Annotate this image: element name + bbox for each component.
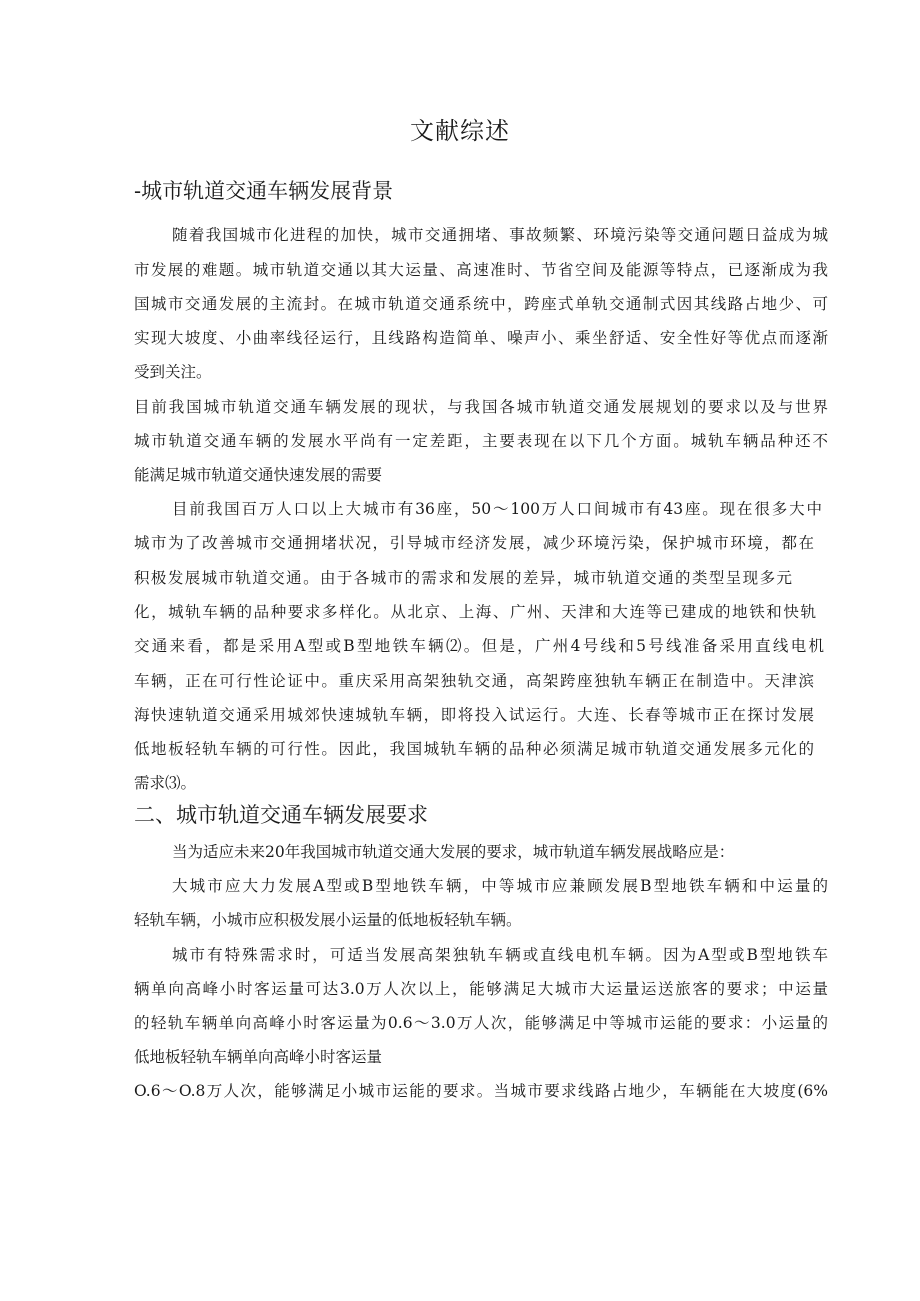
text-line: 受到关注。 <box>134 363 212 381</box>
text-line: 国城市交通发展的主流封。在城市轨道交通系统中，跨座式单轨交通制式因其线路占地少、可 <box>134 295 828 313</box>
text-line: 的轻轨车辆单向高峰小时客运量为0.6～3.0万人次，能够满足中等城市运能的要求：小运量的 <box>134 1014 828 1032</box>
text-line: 积极发展城市轨道交通。由于各城市的需求和发展的差异，城市轨道交通的类型呈现多元 <box>134 569 792 587</box>
section-heading-2: 二、城市轨道交通车辆发展要求 <box>134 803 428 827</box>
text-line: 车辆，正在可行性论证中。重庆采用高架独轨交通，高架跨座独轨车辆正在制造中。天津滨 <box>134 672 814 690</box>
text-line: 城市为了改善城市交通拥堵状况，引导城市经济发展，减少环境污染，保护城市环境，都在 <box>134 534 814 552</box>
section-heading-1: -城市轨道交通车辆发展背景 <box>134 179 394 203</box>
text-line: 城市轨道交通车辆的发展水平尚有一定差距，主要表现在以下几个方面。城轨车辆品种还不 <box>134 432 828 450</box>
text-line: 轻轨车辆，小城市应积极发展小运量的低地板轻轨车辆。 <box>134 911 522 929</box>
text-line: 交通来看，都是采用A型或B型地铁车辆⑵。但是，广州4号线和5号线准备采用直线电机 <box>134 637 824 655</box>
text-line: O.6～O.8万人次，能够满足小城市运能的要求。当城市要求线路占地少，车辆能在大坡度(6% <box>134 1082 828 1100</box>
text-line: 目前我国百万人口以上大城市有36座，50～100万人口间城市有43座。现在很多大中 <box>172 500 822 518</box>
text-line: 能满足城市轨道交通快速发展的需要 <box>134 466 383 484</box>
text-line: 化，城轨车辆的品种要求多样化。从北京、上海、广州、天津和大连等已建成的地铁和快轨 <box>134 603 816 621</box>
text-line: 低地板轻轨车辆单向高峰小时客运量 <box>134 1048 383 1066</box>
text-line: 辆单向高峰小时客运量可达3.0万人次以上，能够满足大城市大运量运送旅客的要求；中运量 <box>134 980 828 998</box>
document-title: 文献综述 <box>410 117 510 145</box>
text-line: 当为适应未来20年我国城市轨道交通大发展的要求，城市轨道车辆发展战略应是： <box>172 843 735 861</box>
text-line: 低地板轻轨车辆的可行性。因此，我国城轨车辆的品种必须满足城市轨道交通发展多元化的 <box>134 740 814 758</box>
text-line: 市发展的难题。城市轨道交通以其大运量、高速准时、节省空间及能源等特点，已逐渐成为我 <box>134 261 828 279</box>
text-line: 目前我国城市轨道交通车辆发展的现状，与我国各城市轨道交通发展规划的要求以及与世界 <box>134 398 828 416</box>
text-line: 需求⑶。 <box>134 774 197 792</box>
text-line: 海快速轨道交通采用城郊快速城轨车辆，即将投入试运行。大连、长春等城市正在探讨发展 <box>134 706 814 724</box>
text-line: 随着我国城市化进程的加快，城市交通拥堵、事故频繁、环境污染等交通问题日益成为城 <box>172 226 828 244</box>
text-line: 大城市应大力发展A型或B型地铁车辆，中等城市应兼顾发展B型地铁车辆和中运量的 <box>172 877 828 895</box>
text-line: 城市有特殊需求时，可适当发展高架独轨车辆或直线电机车辆。因为A型或B型地铁车 <box>172 946 828 964</box>
text-line: 实现大坡度、小曲率线径运行，且线路构造简单、噪声小、乘坐舒适、安全性好等优点而逐渐 <box>134 329 828 347</box>
